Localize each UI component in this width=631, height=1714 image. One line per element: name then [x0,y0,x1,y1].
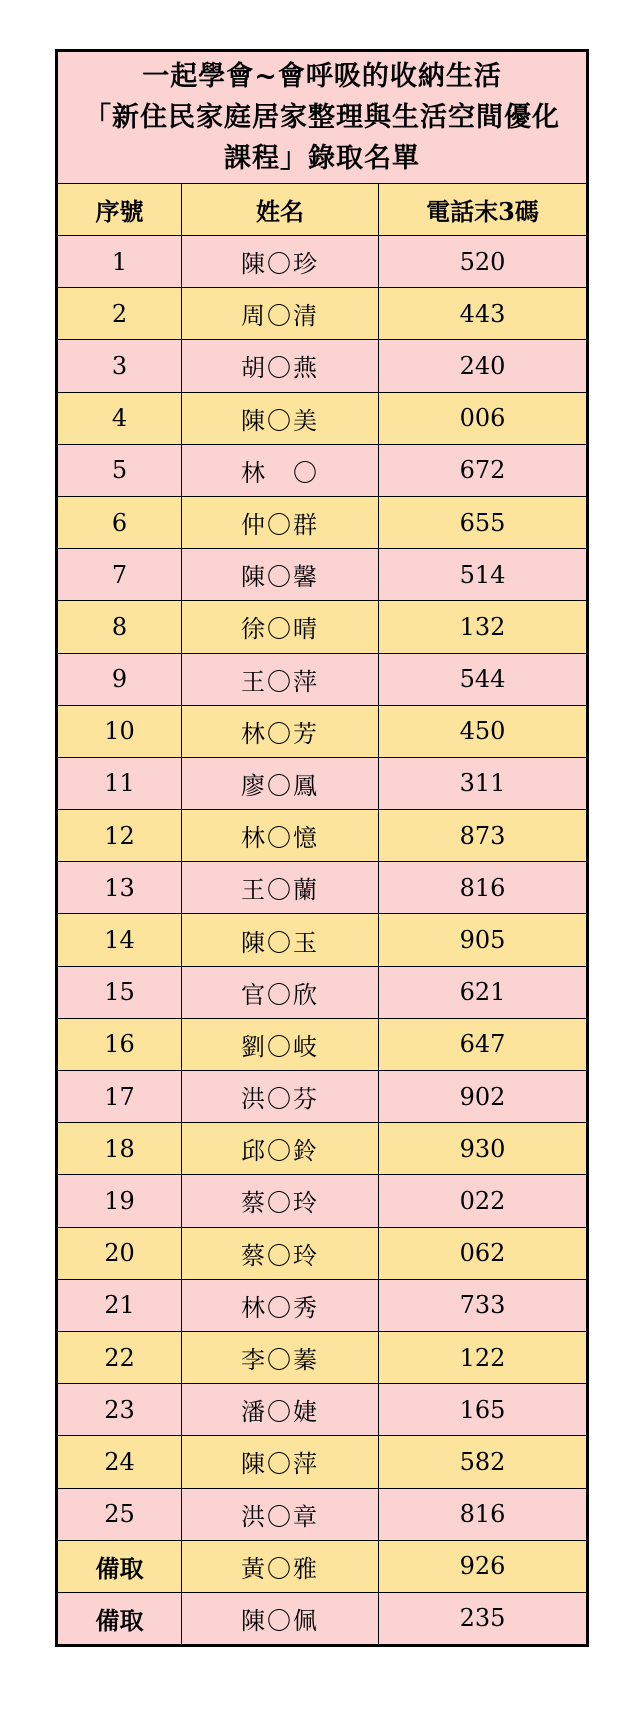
row-number: 8 [57,601,182,653]
table-row [57,862,588,914]
row-number: 10 [57,705,182,757]
table-row [57,1331,588,1383]
table-row [57,1071,588,1123]
row-phone-tail: 655 [379,496,588,548]
row-name: 洪〇芬 [182,1071,379,1123]
row-phone-tail: 816 [379,1488,588,1540]
row-name: 林〇芳 [182,705,379,757]
row-name: 黃〇雅 [182,1540,379,1592]
table-row [57,653,588,705]
row-number: 14 [57,914,182,966]
row-name: 廖〇鳳 [182,757,379,809]
column-header-phone-tail: 電話末3碼 [379,184,588,236]
title-line-3: 課程」錄取名單 [224,143,421,174]
row-number: 5 [57,444,182,496]
row-number: 6 [57,496,182,548]
row-phone-tail: 582 [379,1436,588,1488]
row-number: 9 [57,653,182,705]
table-row [57,1540,588,1592]
row-phone-tail: 905 [379,914,588,966]
column-header-number: 序號 [57,184,182,236]
row-name: 官〇欣 [182,966,379,1018]
row-name: 陳〇佩 [182,1592,379,1645]
row-phone-tail: 520 [379,236,588,288]
row-name: 陳〇玉 [182,914,379,966]
row-name: 陳〇美 [182,392,379,444]
table-row [57,1592,588,1645]
table-row [57,914,588,966]
row-number: 11 [57,757,182,809]
row-number: 18 [57,1123,182,1175]
table-row [57,340,588,392]
row-number: 3 [57,340,182,392]
row-number: 15 [57,966,182,1018]
row-name: 周〇清 [182,288,379,340]
row-number: 19 [57,1175,182,1227]
row-phone-tail: 672 [379,444,588,496]
table-row [57,757,588,809]
table-row [57,1279,588,1331]
row-name: 王〇萍 [182,653,379,705]
table-row [57,1488,588,1540]
row-number: 20 [57,1227,182,1279]
row-phone-tail: 873 [379,810,588,862]
row-phone-tail: 062 [379,1227,588,1279]
table-title [57,51,588,184]
row-number: 21 [57,1279,182,1331]
row-number: 25 [57,1488,182,1540]
row-phone-tail: 122 [379,1331,588,1383]
row-number: 12 [57,810,182,862]
title-line-1: 一起學會~會呼吸的收納生活 [142,61,502,92]
row-name: 林〇秀 [182,1279,379,1331]
row-phone-tail: 443 [379,288,588,340]
row-name: 林 〇 [182,444,379,496]
row-name: 劉〇岐 [182,1018,379,1070]
row-name: 洪〇章 [182,1488,379,1540]
row-phone-tail: 902 [379,1071,588,1123]
row-name: 胡〇燕 [182,340,379,392]
row-phone-tail: 733 [379,1279,588,1331]
row-number: 23 [57,1384,182,1436]
table-row [57,1123,588,1175]
row-phone-tail: 514 [379,549,588,601]
table-row [57,1018,588,1070]
row-number: 7 [57,549,182,601]
table-row [57,236,588,288]
table-row [57,496,588,548]
table-row [57,1436,588,1488]
row-name: 潘〇婕 [182,1384,379,1436]
row-name: 徐〇晴 [182,601,379,653]
row-phone-tail: 647 [379,1018,588,1070]
row-phone-tail: 165 [379,1384,588,1436]
row-phone-tail: 926 [379,1540,588,1592]
row-name: 李〇蓁 [182,1331,379,1383]
row-number: 備取 [57,1592,182,1645]
row-name: 邱〇鈴 [182,1123,379,1175]
row-number: 16 [57,1018,182,1070]
row-phone-tail: 816 [379,862,588,914]
table-row [57,1175,588,1227]
title-line-2: 「新住民家庭居家整理與生活空間優化 [84,102,561,133]
row-number: 1 [57,236,182,288]
row-phone-tail: 132 [379,601,588,653]
column-header-name: 姓名 [182,184,379,236]
table-row [57,444,588,496]
table-row [57,966,588,1018]
row-name: 林〇憶 [182,810,379,862]
table-body [57,236,588,1646]
row-phone-tail: 240 [379,340,588,392]
row-name: 蔡〇玲 [182,1227,379,1279]
row-name: 王〇蘭 [182,862,379,914]
table-row [57,1384,588,1436]
row-phone-tail: 022 [379,1175,588,1227]
row-phone-tail: 311 [379,757,588,809]
row-number: 2 [57,288,182,340]
row-phone-tail: 544 [379,653,588,705]
row-number: 22 [57,1331,182,1383]
row-number: 17 [57,1071,182,1123]
row-phone-tail: 621 [379,966,588,1018]
row-phone-tail: 450 [379,705,588,757]
row-number: 4 [57,392,182,444]
row-name: 仲〇群 [182,496,379,548]
row-name: 陳〇珍 [182,236,379,288]
row-name: 陳〇萍 [182,1436,379,1488]
row-number: 24 [57,1436,182,1488]
table-row [57,601,588,653]
table-row [57,288,588,340]
table-row [57,810,588,862]
row-name: 陳〇馨 [182,549,379,601]
row-number: 備取 [57,1540,182,1592]
row-phone-tail: 006 [379,392,588,444]
row-number: 13 [57,862,182,914]
table-row [57,705,588,757]
title-row [57,51,588,184]
row-phone-tail: 930 [379,1123,588,1175]
admission-list-table [55,49,589,1647]
table-row [57,1227,588,1279]
header-row [57,184,588,236]
table-row [57,392,588,444]
row-phone-tail: 235 [379,1592,588,1645]
table-row [57,549,588,601]
row-name: 蔡〇玲 [182,1175,379,1227]
